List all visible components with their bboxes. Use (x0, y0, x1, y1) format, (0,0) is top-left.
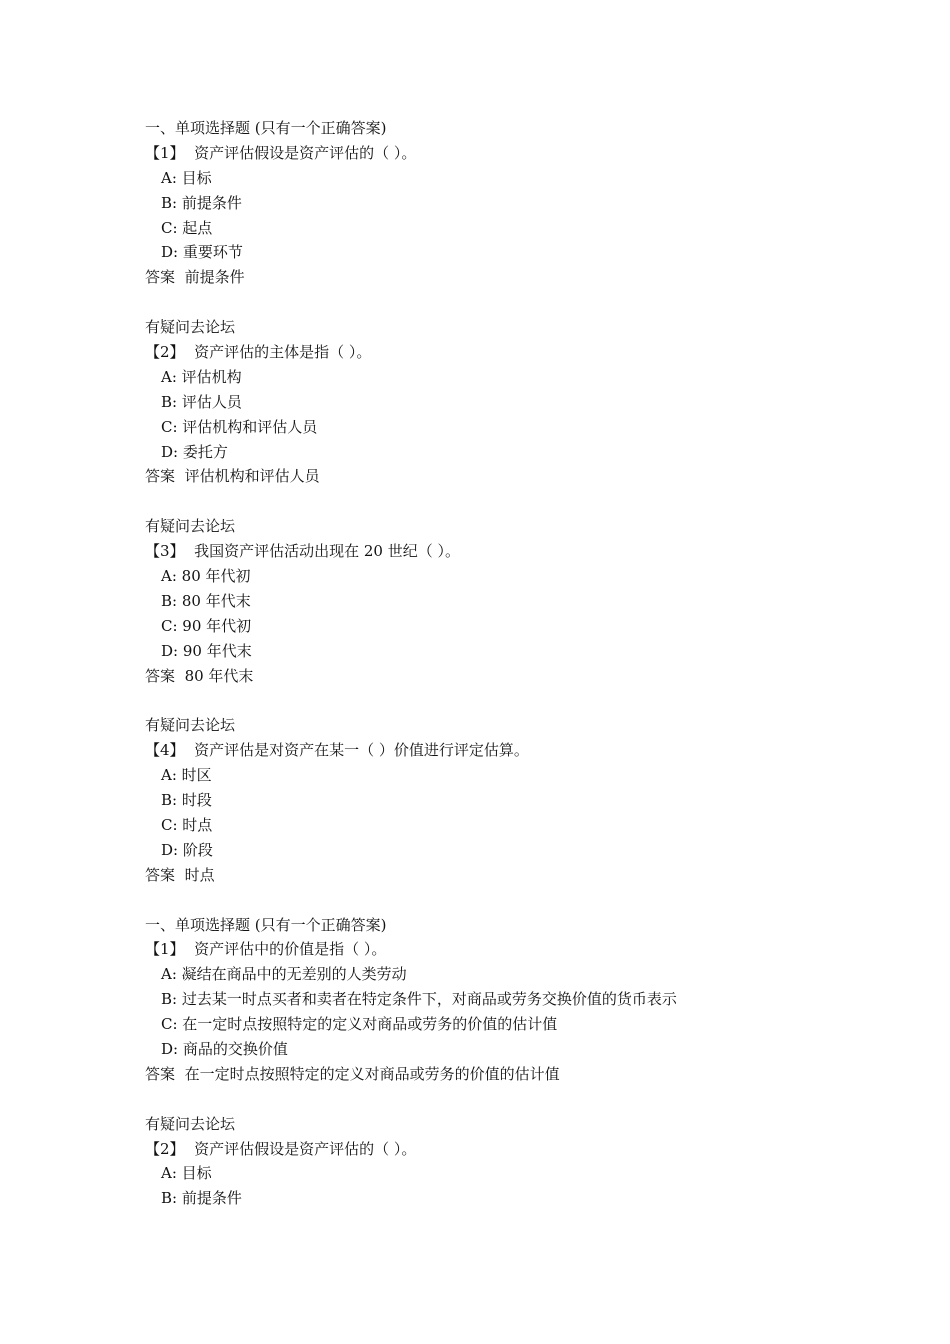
question-number: 【3】 (145, 542, 185, 561)
question-text: 我国资产评估活动出现在 20 世纪（ ）。 (194, 542, 460, 561)
option-item: A: 80 年代初 (161, 567, 251, 586)
spacer (145, 888, 905, 913)
answer-label: 答案 (145, 666, 176, 685)
question-line (145, 340, 905, 365)
forum-link[interactable]: 有疑问去论坛 (145, 517, 236, 536)
option-item: D: 委托方 (161, 442, 228, 461)
option-item: A: 目标 (161, 1164, 212, 1183)
answer-label: 答案 (145, 268, 176, 287)
option-item: A: 凝结在商品中的无差别的人类劳动 (161, 965, 407, 984)
option-item: C: 时点 (161, 815, 213, 834)
question-text: 资产评估的主体是指（ ）。 (194, 343, 372, 362)
question-number: 【2】 (145, 343, 185, 362)
question-line (145, 738, 905, 763)
section-heading: 一、单项选择题 (只有一个正确答案) (145, 915, 387, 934)
option-item: C: 评估机构和评估人员 (161, 417, 318, 436)
question-text: 资产评估假设是资产评估的（ ）。 (194, 1139, 417, 1158)
answer-value: 评估机构和评估人员 (184, 467, 320, 486)
document-body (145, 116, 905, 1211)
option-item: C: 90 年代初 (161, 616, 252, 635)
question-line (145, 141, 905, 166)
question-text: 资产评估中的价值是指（ ）。 (194, 940, 387, 959)
answer-line (145, 265, 905, 290)
question-text: 资产评估是对资产在某一（ ）价值进行评定估算。 (194, 741, 529, 760)
option-item: C: 起点 (161, 218, 213, 237)
option-item: B: 评估人员 (161, 392, 242, 411)
question-number: 【1】 (145, 940, 185, 959)
option-item: C: 在一定时点按照特定的定义对商品或劳务的价值的估计值 (161, 1015, 558, 1034)
answer-line (145, 664, 905, 689)
answer-line (145, 863, 905, 888)
question-number: 【1】 (145, 143, 185, 162)
option-item: A: 时区 (161, 766, 212, 785)
option-item: D: 商品的交换价值 (161, 1039, 288, 1058)
answer-label: 答案 (145, 1064, 176, 1083)
answer-label: 答案 (145, 467, 176, 486)
question-text: 资产评估假设是资产评估的（ ）。 (194, 143, 417, 162)
option-item: B: 前提条件 (161, 193, 242, 212)
answer-value: 80 年代末 (184, 666, 254, 685)
question-number: 【4】 (145, 741, 185, 760)
question-line (145, 1137, 905, 1162)
question-number: 【2】 (145, 1139, 185, 1158)
option-item: D: 阶段 (161, 840, 213, 859)
question-line (145, 539, 905, 564)
forum-link[interactable]: 有疑问去论坛 (145, 716, 236, 735)
section-heading: 一、单项选择题 (只有一个正确答案) (145, 119, 387, 137)
answer-label: 答案 (145, 865, 176, 884)
option-item: B: 过去某一时点买者和卖者在特定条件下，对商品或劳务交换价值的货币表示 (161, 990, 677, 1009)
answer-line (145, 464, 905, 489)
option-item: D: 90 年代末 (161, 641, 252, 660)
spacer (145, 290, 905, 315)
answer-line (145, 1062, 905, 1087)
answer-value: 在一定时点按照特定的定义对商品或劳务的价值的估计值 (184, 1064, 560, 1083)
question-line (145, 937, 905, 962)
answer-value: 前提条件 (184, 268, 245, 287)
option-item: A: 目标 (161, 168, 212, 187)
option-item: B: 80 年代末 (161, 591, 251, 610)
spacer (145, 688, 905, 713)
option-item: D: 重要环节 (161, 243, 243, 262)
forum-link[interactable]: 有疑问去论坛 (145, 318, 236, 337)
spacer (145, 489, 905, 514)
forum-link[interactable]: 有疑问去论坛 (145, 1114, 236, 1133)
answer-value: 时点 (184, 865, 215, 884)
spacer (145, 1087, 905, 1112)
option-item: B: 前提条件 (161, 1189, 242, 1208)
option-item: A: 评估机构 (161, 367, 242, 386)
option-item: B: 时段 (161, 791, 212, 810)
